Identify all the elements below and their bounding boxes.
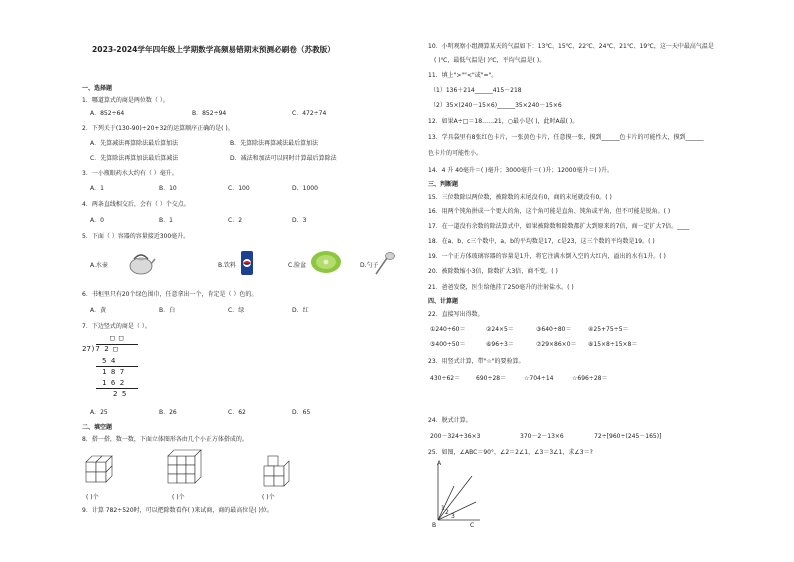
question-6: 6．书柜里只有20个绿色围巾，任意拿出一个，肯定是（ ）色的。 (82, 291, 258, 298)
division-step-2: 1 8 7 (102, 367, 125, 376)
division-step-1: 5 4 (102, 356, 116, 365)
question-23: 23．用竖式计算，带"☆"的要验算。 (428, 358, 525, 365)
q6-option-a: A．黄 (90, 307, 107, 314)
question-11: 11．填上">""<"或"="。 (428, 72, 498, 79)
q3-option-d: D．1000 (292, 185, 318, 192)
q22-item-7: ⑦29×86×0＝ (536, 341, 577, 348)
question-21: 21．爸爸发烧，医生给他挂了250毫升的注射盐水。( ) (428, 284, 574, 291)
question-9: 9．计算 782÷520时，可以把除数看作( )来试商，商的最高位是( )位。 (82, 507, 273, 514)
q22-item-2: ②24×5＝ (486, 326, 514, 333)
q4-option-a: A．0 (90, 217, 104, 224)
question-20: 20．被除数缩小3倍，除数扩大3倍，商不变。( ) (428, 268, 558, 275)
spoon-icon (374, 250, 396, 276)
q24-item-3: 72÷[960÷(245－165)] (594, 433, 662, 440)
section-choice: 一、选择题 (82, 85, 113, 92)
label-1: 1 (441, 505, 445, 512)
q6-option-c: C．绿 (228, 307, 245, 314)
section-judge: 三、判断题 (428, 181, 459, 188)
section-calc: 四、计算题 (428, 298, 459, 305)
q23-item-2: 690÷28＝ (476, 375, 507, 382)
q8-blank-3[interactable]: ( )个 (262, 494, 275, 501)
question-13-line-2: 色卡片的可能性小。 (428, 150, 483, 157)
cube-figure-1 (84, 450, 118, 490)
q4-option-b: B．1 (159, 217, 173, 224)
q23-item-1: 430÷62＝ (430, 375, 461, 382)
q1-option-a: A．852÷64 (90, 110, 125, 117)
q4-option-c: C．2 (228, 217, 243, 224)
q5-option-d: D.勺子 (360, 262, 379, 269)
label-a: A (437, 460, 442, 467)
q5-option-c: C.脸盆 (288, 262, 307, 269)
section-fill: 二、填空题 (82, 424, 113, 431)
q4-option-d: D．3 (292, 217, 307, 224)
q3-option-c: C．100 (228, 185, 250, 192)
kettle-icon (126, 250, 156, 276)
q22-item-3: ③640÷80＝ (536, 326, 572, 333)
question-17: 17．在一道没有余数的除法算式中，如果被除数和除数都扩大到原来的7倍，商一定扩大7倍。____ (428, 223, 690, 230)
question-12: 12．如果A÷□＝18……21，○最小是( )，此时A最( )。 (428, 118, 579, 125)
question-7: 7．下边竖式的商是（ ）。 (82, 323, 151, 330)
question-8: 8．搭一搭，数一数，下面立体图形各由几个小正方体搭成的。 (82, 436, 248, 443)
label-c: C (470, 522, 475, 528)
q23-item-4: ☆696÷28＝ (572, 375, 608, 382)
label-b: B (432, 522, 437, 528)
q7-option-d: D．65 (292, 409, 311, 416)
question-3: 3．一小瓶眼药水大约有（ ）毫升。 (82, 170, 178, 177)
q7-option-c: C．62 (228, 409, 246, 416)
q22-item-5: ⑤400÷50＝ (430, 341, 466, 348)
q7-option-b: B．26 (159, 409, 177, 416)
q1-option-b: B．852÷94 (192, 110, 227, 117)
question-14: 14．4 升 40毫升＝( )毫升；3000毫升＝( )升；12000毫升＝( )升。 (428, 167, 614, 174)
q7-option-a: A．25 (90, 409, 108, 416)
division-dividend: 27)7 2 □ (82, 344, 118, 353)
q5-option-a: A.水壶 (90, 262, 108, 269)
page-title: 2023-2024学年四年级上学期数学高频易错期末预测必刷卷（苏教版） (92, 45, 335, 54)
question-5: 5．下面（ ）容器的容量接近300毫升。 (82, 233, 190, 240)
question-11-part-1: （1）136＋214______415－218 (430, 87, 522, 94)
question-18: 18．在a、b、c三个数中，a，b的平均数是17，c是23，这三个数的平均数是19。( ) (428, 238, 655, 245)
q3-option-b: B．10 (159, 185, 177, 192)
question-24: 24．脱式计算。 (428, 417, 472, 424)
question-1: 1．哪道算式的商是两位数（ ）。 (82, 97, 169, 104)
q24-item-1: 200－324÷36×3 (430, 433, 481, 440)
question-10-line-1: 10．小明观察小组测算某天的气温如下：13℃、15℃、22℃、24℃、21℃、19℃，这一天中最高气温是 (428, 43, 714, 50)
q2-option-d: D．减法和加法可以同时计算最后算除法 (230, 155, 337, 162)
angle-figure (432, 458, 484, 528)
q22-item-6: ⑥96÷3＝ (486, 341, 514, 348)
q6-option-b: B．白 (159, 307, 176, 314)
division-remainder: 2 5 (113, 389, 127, 398)
q3-option-a: A．1 (90, 185, 104, 192)
cube-figure-3 (262, 450, 292, 490)
q6-option-d: D．红 (292, 307, 309, 314)
question-11-part-2: （2）35×(240－15×6)______35×240－15×6 (430, 102, 562, 109)
q22-item-1: ①240÷60＝ (430, 326, 466, 333)
question-13-line-1: 13．学具袋里有8张红色卡片，一张黄色卡片，任意摸一张，摸到______色卡片的可能性大，摸到______ (428, 134, 704, 141)
question-10-line-2: ( )℃，最低气温是( )℃，平均气温是( )。 (434, 57, 546, 64)
q23-item-3: ☆704÷14 (524, 375, 554, 382)
question-25: 25．如图，∠ABC＝90°，∠2＝2∠1，∠3＝3∠1，求∠3＝? (428, 449, 593, 456)
division-quotient: □ □ (110, 333, 124, 342)
q1-option-c: C．472÷74 (292, 110, 327, 117)
q2-option-b: B．先算除法再算减法最后算加法 (230, 140, 319, 147)
q8-blank-1[interactable]: ( )个 (86, 494, 99, 501)
long-division (82, 334, 152, 402)
q22-item-8: ⑧15×8÷15×8＝ (588, 341, 638, 348)
basin-icon (310, 250, 342, 276)
label-2: 2 (445, 509, 449, 516)
division-step-3: 1 6 2 (102, 378, 125, 387)
question-22: 22．直接写出得数。 (428, 311, 484, 318)
q22-item-4: ④25+75÷5＝ (588, 326, 629, 333)
label-3: 3 (451, 513, 455, 520)
q5-option-b: B.饮料 (218, 262, 237, 269)
q8-blank-2[interactable]: ( )个 (172, 494, 185, 501)
question-15: 15．三位数除以两位数，被除数的末尾没有0，商的末尾就没有0。( ) (428, 194, 612, 201)
q2-option-c: C．先算除法再算加法最后算减法 (90, 155, 179, 162)
cube-figure-2 (166, 444, 204, 490)
question-16: 16．用两个钝角拼成一个更大的角，这个角可能是直角、钝角或平角，但不可能是锐角。( ) (428, 208, 671, 215)
q24-item-2: 370－2－13×6 (520, 433, 564, 440)
q2-option-a: A．先算减法再算除法最后算加法 (90, 140, 179, 147)
drink-can-icon (240, 250, 254, 276)
question-19: 19．一个正方体玻璃容器的容量是1升，将它注满水倒入空的大红内，溢出的水有1升。( ) (428, 253, 666, 260)
question-2: 2．下列关于(130-90)÷20+32的运算顺序正确的是( )。 (82, 125, 234, 132)
question-4: 4．两条直线相交后，会有（ ）个交点。 (82, 201, 190, 208)
